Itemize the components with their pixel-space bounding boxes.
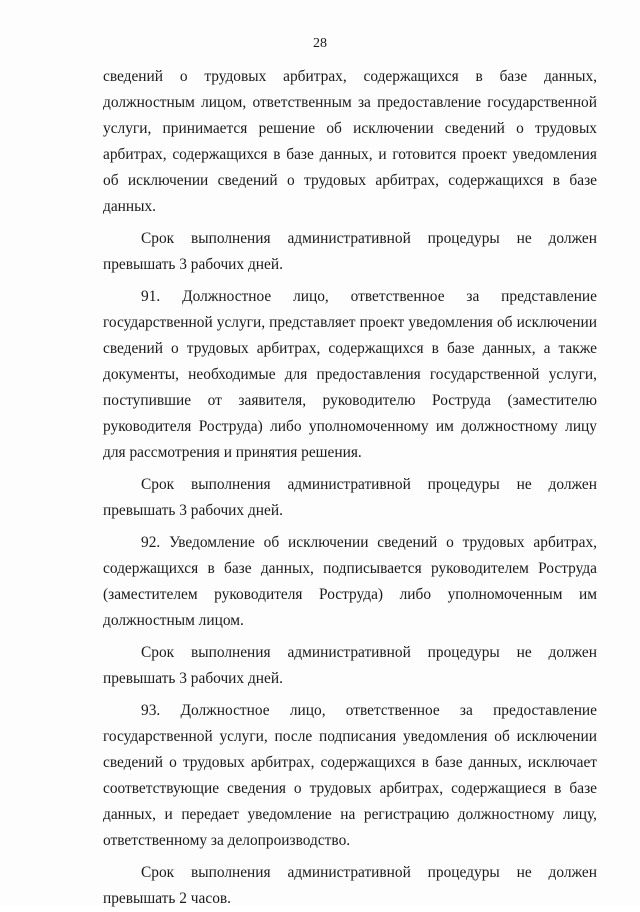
paragraph-deadline: Срок выполнения административной процедуры не должен превышать 3 рабочих дней. [103, 230, 597, 273]
paragraph-item-91: 91. Должностное лицо, ответственное за представление государственной услуги, представляет проект уведомления об исключении сведений о трудовых арбитрах, содержащихся в базе данных, а также документы, необходимые для предоставления государственной услуги, поступившие от заявителя, руководителю Роструда (заместителю руководителя Роструда) либо уполномоченному им должностному лицу для рассмотрения и принятия решения. [103, 288, 597, 461]
paragraph-continuation: сведений о трудовых арбитрах, содержащихся в базе данных, должностным лицом, ответственным за предоставление государственной услуги, принимается решение об исключении сведений о трудовых арбитрах, содержащихся в базе данных, и готовится проект уведомления об исключении сведений о трудовых арбитрах, содержащихся в базе данных. [103, 68, 597, 215]
paragraph-deadline: Срок выполнения административной процедуры не должен превышать 3 рабочих дней. [103, 644, 597, 687]
document-body [103, 64, 597, 912]
paragraph-item-93: 93. Должностное лицо, ответственное за предоставление государственной услуги, после подписания уведомления об исключении сведений о трудовых арбитрах, содержащихся в базе данных, исключает соответствующие сведения о трудовых арбитрах, содержащиеся в базе данных, и передает уведомление на регистрацию должностному лицу, ответственному за делопроизводство. [103, 702, 597, 849]
paragraph-deadline: Срок выполнения административной процедуры не должен превышать 2 часов. [103, 864, 597, 907]
paragraph-item-92: 92. Уведомление об исключении сведений о трудовых арбитрах, содержащихся в базе данных, подписывается руководителем Роструда (заместителем руководителя Роструда) либо уполномоченным им должностным лицом. [103, 534, 597, 629]
paragraph-deadline: Срок выполнения административной процедуры не должен превышать 3 рабочих дней. [103, 476, 597, 519]
page-number: 28 [313, 36, 327, 51]
